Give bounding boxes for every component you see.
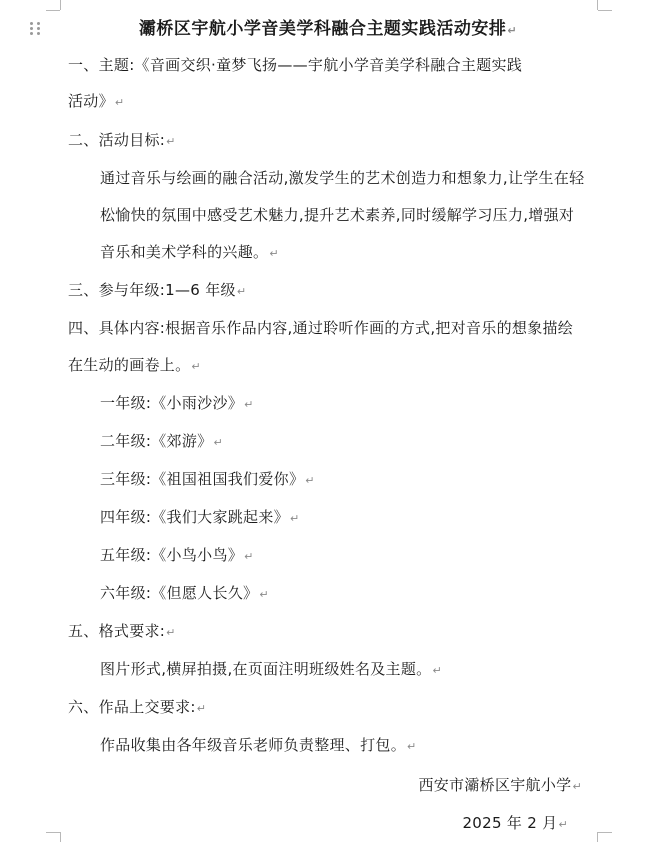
crop-mark-top-left (46, 10, 60, 11)
content-paragraph: 四、具体内容:根据音乐作品内容,通过聆听作画的方式,把对音乐的想象描绘在生动的画卷上。↵ (68, 319, 574, 374)
crop-mark-top-left (60, 0, 61, 10)
grade-range: 三、参与年级:1—6 年级↵ (68, 281, 247, 299)
crop-mark-bottom-left (60, 832, 61, 842)
grade-item: 二年级:《郊游》↵ (100, 432, 223, 450)
grade-item: 六年级:《但愿人长久》↵ (100, 584, 269, 602)
theme-line-continued: 活动》↵ (68, 92, 125, 110)
document-body[interactable] (68, 16, 588, 843)
goal-heading: 二、活动目标:↵ (68, 131, 176, 149)
goal-paragraph: 通过音乐与绘画的融合活动,激发学生的艺术创造力和想象力,让学生在轻松愉快的氛围中感受艺术魅力,提升艺术素养,同时缓解学习压力,增强对音乐和美术学科的兴趣。↵ (100, 169, 585, 261)
crop-mark-bottom-left (46, 832, 60, 833)
drag-handle-icon[interactable] (30, 22, 42, 36)
submit-text: 作品收集由各年级音乐老师负责整理、打包。↵ (100, 736, 417, 754)
format-text: 图片形式,横屏拍摄,在页面注明班级姓名及主题。↵ (100, 660, 442, 678)
document-title: 灞桥区宇航小学音美学科融合主题实践活动安排↵ (138, 19, 518, 39)
crop-mark-bottom-right (597, 832, 598, 842)
theme-line: 一、主题:《音画交织·童梦飞扬——宇航小学音美学科融合主题实践 (68, 56, 523, 74)
crop-mark-bottom-right (598, 832, 612, 833)
signature-org: 西安市灞桥区宇航小学↵ (418, 776, 582, 794)
grade-item: 四年级:《我们大家跳起来》↵ (100, 508, 300, 526)
crop-mark-top-right (598, 10, 612, 11)
grade-item: 五年级:《小鸟小鸟》↵ (100, 546, 254, 564)
format-heading: 五、格式要求:↵ (68, 622, 176, 640)
grade-item: 一年级:《小雨沙沙》↵ (100, 394, 254, 412)
submit-heading: 六、作品上交要求:↵ (68, 698, 207, 716)
crop-mark-top-right (597, 0, 598, 10)
grade-item: 三年级:《祖国祖国我们爱你》↵ (100, 470, 315, 488)
signature-date: 2025 年 2 月↵ (462, 814, 568, 832)
